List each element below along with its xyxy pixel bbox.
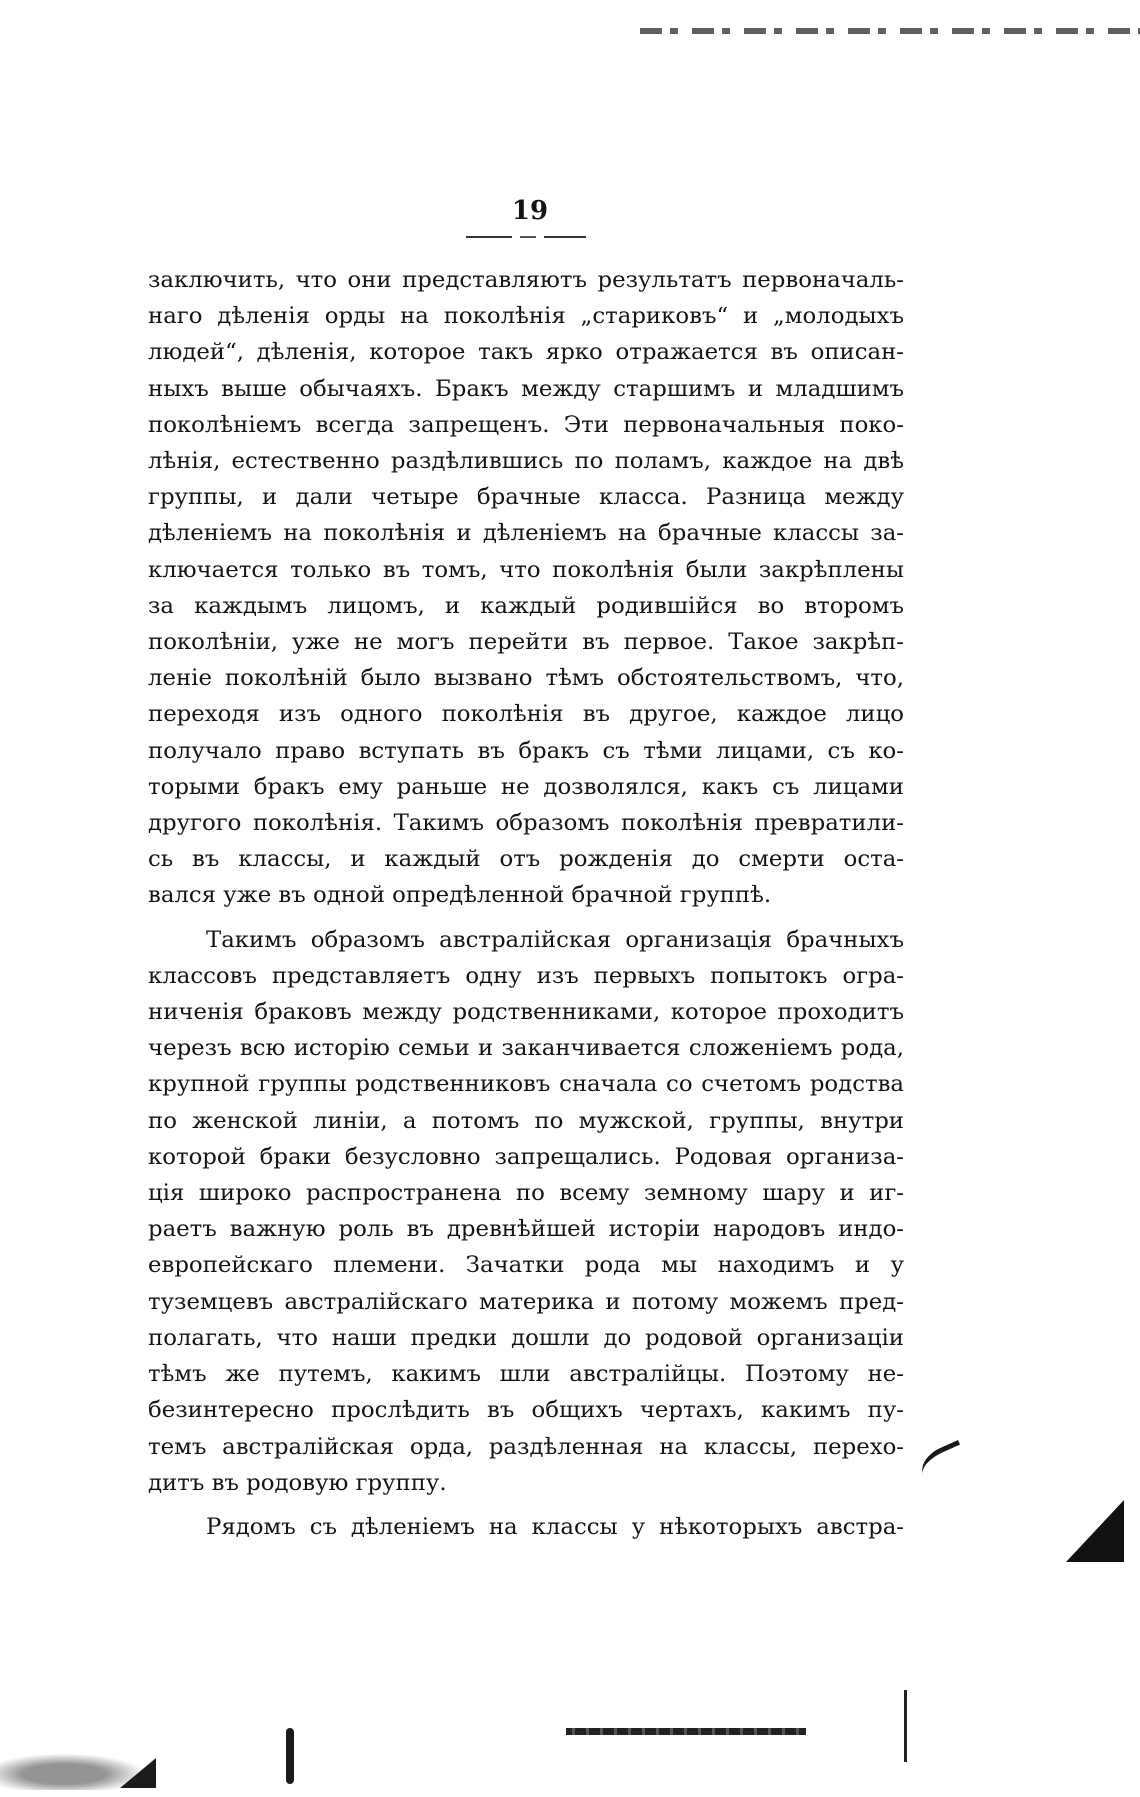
text-line: черезъ всю исторію семьи и заканчивается сложеніемъ рода, <box>148 1035 904 1062</box>
paragraph-gap <box>148 914 904 922</box>
text-line: полагать, что наши предки дошли до родовой организаціи <box>148 1324 904 1351</box>
text-line: лѣнія, естественно раздѣлившись по поламъ, каждое на двѣ <box>148 448 904 475</box>
text-line: европейскаго племени. Зачатки рода мы находимъ и у <box>148 1252 904 1279</box>
text-line: ція широко распространена по всему земному шару и иг- <box>148 1180 904 1207</box>
text-line: Такимъ образомъ австралійская организація брачныхъ <box>206 926 904 953</box>
scan-blot <box>904 1690 907 1762</box>
text-line: получало право вступать въ бракъ съ тѣми лицами, съ ко- <box>148 737 904 764</box>
text-line: ключается только въ томъ, что поколѣнія были закрѣплены <box>148 556 904 583</box>
scan-blot <box>1066 1500 1124 1562</box>
text-line: дитъ въ родовую группу. <box>148 1469 447 1496</box>
text-line: безинтересно прослѣдить въ общихъ чертахъ, какимъ пу- <box>148 1397 904 1424</box>
text-line: торыми бракъ ему раньше не дозволялся, какъ съ лицами <box>148 773 904 800</box>
text-line: крупной группы родственниковъ сначала со счетомъ родства <box>148 1071 904 1098</box>
text-line: за каждымъ лицомъ, и каждый родившійся во второмъ <box>148 592 904 619</box>
text-line: по женской линіи, а потомъ по мужской, группы, внутри <box>148 1107 904 1134</box>
text-line: переходя изъ одного поколѣнія въ другое, каждое лицо <box>148 701 904 728</box>
paragraph-gap <box>148 1501 904 1509</box>
text-line: которой браки безусловно запрещались. Родовая организа- <box>148 1143 904 1170</box>
text-line: ниченія браковъ между родственниками, которое проходитъ <box>148 999 904 1026</box>
text-line: классовъ представляетъ одну изъ первыхъ попытокъ огра- <box>148 962 904 989</box>
text-line: Рядомъ съ дѣленіемъ на классы у нѣкоторыхъ австра- <box>206 1513 904 1540</box>
text-line: ныхъ выше обычаяхъ. Бракъ между старшимъ и младшимъ <box>148 375 904 402</box>
text-line: дѣленіемъ на поколѣнія и дѣленіемъ на брачные классы за- <box>148 520 904 547</box>
body-text <box>148 262 904 1545</box>
text-line: поколѣніемъ всегда запрещенъ. Эти первоначальныя поко- <box>148 411 904 438</box>
page-number-rule <box>466 236 586 238</box>
scan-blot <box>566 1728 806 1735</box>
text-line: людей“, дѣленія, которое такъ ярко отражается въ описан- <box>148 339 904 366</box>
text-line: другого поколѣнія. Такимъ образомъ поколѣнія превратили- <box>148 810 904 837</box>
scan-blot <box>286 1728 294 1784</box>
scan-blot <box>916 1440 970 1485</box>
scan-edge-mark <box>640 28 1140 34</box>
text-line: раетъ важную роль въ древнѣйшей исторіи народовъ индо- <box>148 1216 904 1243</box>
text-line: сь въ классы, и каждый отъ рожденія до смерти оста- <box>148 846 904 873</box>
scan-blot <box>120 1758 156 1788</box>
text-line: леніе поколѣній было вызвано тѣмъ обстоятельствомъ, что, <box>148 665 904 692</box>
text-line: заключить, что они представляютъ результатъ первоначаль- <box>148 267 904 293</box>
text-line: туземцевъ австралійскаго материка и потому можемъ пред- <box>148 1288 904 1315</box>
text-line: вался уже въ одной опредѣленной брачной группѣ. <box>148 882 772 909</box>
text-line: наго дѣленія орды на поколѣнія „стариковъ“ и „молодыхъ <box>148 303 904 330</box>
text-line: поколѣніи, уже не могъ перейти въ первое. Такое закрѣп- <box>148 629 904 656</box>
page-number: 19 <box>511 196 549 226</box>
text-line: темъ австралійская орда, раздѣленная на классы, перехо- <box>148 1433 904 1460</box>
text-line: тѣмъ же путемъ, какимъ шли австралійцы. Поэтому не- <box>148 1361 904 1388</box>
text-line: группы, и дали четыре брачные класса. Разница между <box>148 484 904 511</box>
